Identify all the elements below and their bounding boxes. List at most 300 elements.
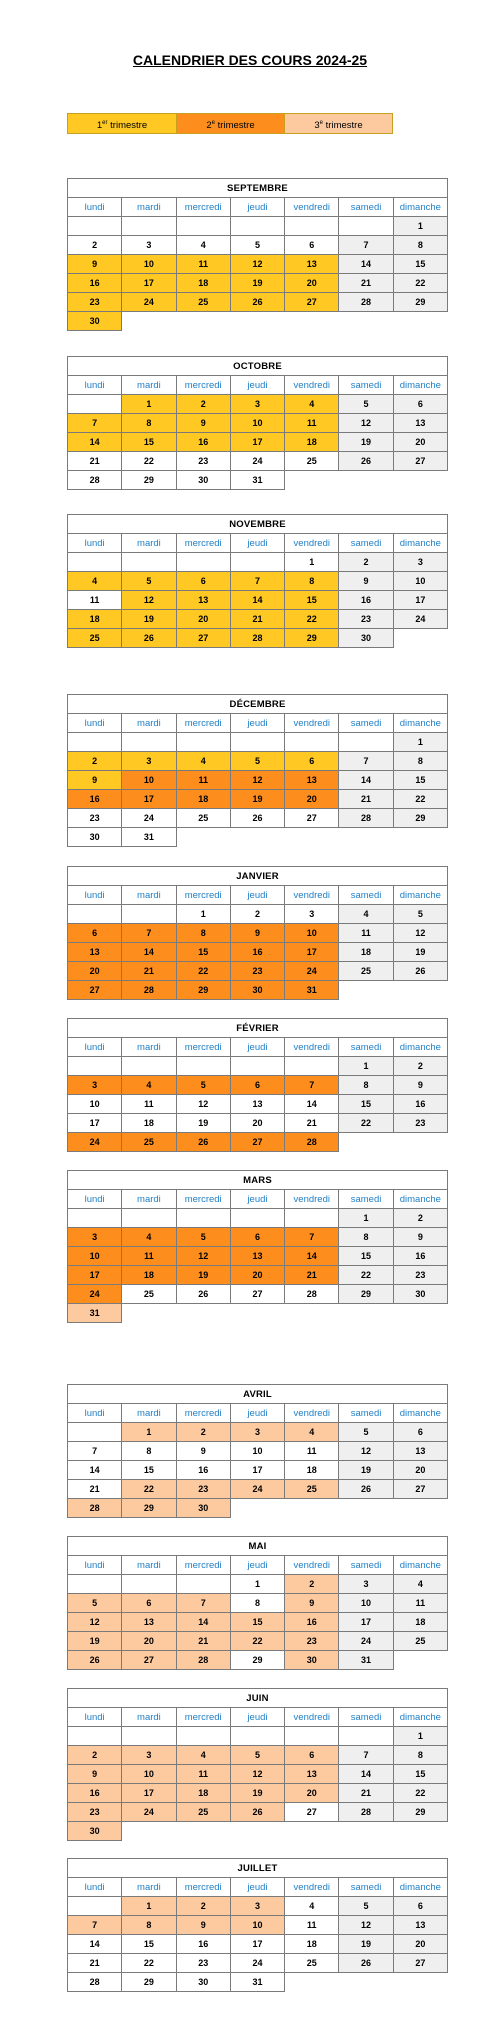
empty-cell xyxy=(393,828,447,847)
day-cell: 31 xyxy=(285,981,339,1000)
day-cell: 25 xyxy=(285,452,339,471)
day-cell: 26 xyxy=(339,1480,393,1499)
weekday-header: vendredi xyxy=(285,886,339,905)
day-cell: 21 xyxy=(68,452,122,471)
day-cell: 19 xyxy=(339,1461,393,1480)
day-cell: 28 xyxy=(339,293,393,312)
day-cell: 17 xyxy=(122,1784,176,1803)
weekday-header: lundi xyxy=(68,1878,122,1897)
day-cell: 26 xyxy=(339,1954,393,1973)
day-cell: 29 xyxy=(122,1499,176,1518)
weekday-header: mardi xyxy=(122,1404,176,1423)
empty-cell xyxy=(393,471,447,490)
empty-cell xyxy=(68,1575,122,1594)
day-cell: 25 xyxy=(339,962,393,981)
empty-cell xyxy=(122,1822,176,1841)
day-cell: 12 xyxy=(230,771,284,790)
weekday-header: mardi xyxy=(122,886,176,905)
day-cell: 26 xyxy=(230,293,284,312)
empty-cell xyxy=(122,733,176,752)
weekday-header: jeudi xyxy=(230,198,284,217)
weekday-header: mardi xyxy=(122,198,176,217)
day-cell: 14 xyxy=(339,771,393,790)
weekday-header: samedi xyxy=(339,1038,393,1057)
day-cell: 7 xyxy=(122,924,176,943)
day-cell: 1 xyxy=(393,1727,447,1746)
day-cell: 19 xyxy=(230,1784,284,1803)
weekday-header: dimanche xyxy=(393,376,447,395)
day-cell: 17 xyxy=(339,1613,393,1632)
day-cell: 18 xyxy=(176,274,230,293)
day-cell: 4 xyxy=(68,572,122,591)
day-cell: 3 xyxy=(339,1575,393,1594)
weekday-header: jeudi xyxy=(230,886,284,905)
day-cell: 20 xyxy=(285,790,339,809)
day-cell: 21 xyxy=(122,962,176,981)
month-calendar xyxy=(67,1018,448,1152)
day-cell: 18 xyxy=(68,610,122,629)
day-cell: 5 xyxy=(176,1076,230,1095)
day-cell: 1 xyxy=(393,733,447,752)
day-cell: 6 xyxy=(230,1076,284,1095)
day-cell: 7 xyxy=(68,1916,122,1935)
weekday-header: lundi xyxy=(68,1556,122,1575)
month-name: NOVEMBRE xyxy=(68,515,448,534)
day-cell: 12 xyxy=(230,255,284,274)
month-calendar xyxy=(67,1170,448,1323)
day-cell: 6 xyxy=(285,1746,339,1765)
empty-cell xyxy=(393,1304,447,1323)
weekday-header: lundi xyxy=(68,1038,122,1057)
month-name: JANVIER xyxy=(68,867,448,886)
day-cell: 13 xyxy=(285,255,339,274)
day-cell: 7 xyxy=(285,1228,339,1247)
day-cell: 30 xyxy=(285,1651,339,1670)
weekday-header: jeudi xyxy=(230,714,284,733)
weekday-header: dimanche xyxy=(393,1878,447,1897)
empty-cell xyxy=(339,1499,393,1518)
day-cell: 7 xyxy=(68,414,122,433)
day-cell: 27 xyxy=(393,452,447,471)
day-cell: 29 xyxy=(285,629,339,648)
day-cell: 5 xyxy=(230,236,284,255)
weekday-header: vendredi xyxy=(285,1190,339,1209)
day-cell: 9 xyxy=(339,572,393,591)
day-cell: 20 xyxy=(393,433,447,452)
day-cell: 20 xyxy=(176,610,230,629)
empty-cell xyxy=(68,395,122,414)
day-cell: 2 xyxy=(68,752,122,771)
weekday-header: dimanche xyxy=(393,534,447,553)
day-cell: 24 xyxy=(285,962,339,981)
weekday-header: mercredi xyxy=(176,1556,230,1575)
weekday-header: lundi xyxy=(68,534,122,553)
day-cell: 2 xyxy=(393,1209,447,1228)
legend-trimester-3: 3e trimestre xyxy=(284,114,392,133)
day-cell: 22 xyxy=(230,1632,284,1651)
empty-cell xyxy=(339,217,393,236)
day-cell: 24 xyxy=(339,1632,393,1651)
day-cell: 29 xyxy=(393,809,447,828)
weekday-header: jeudi xyxy=(230,1190,284,1209)
weekday-header: mardi xyxy=(122,534,176,553)
day-cell: 14 xyxy=(285,1247,339,1266)
month-name: MAI xyxy=(68,1537,448,1556)
weekday-header: samedi xyxy=(339,1190,393,1209)
day-cell: 6 xyxy=(393,1423,447,1442)
day-cell: 11 xyxy=(285,1442,339,1461)
day-cell: 24 xyxy=(230,1954,284,1973)
empty-cell xyxy=(230,1499,284,1518)
day-cell: 26 xyxy=(393,962,447,981)
empty-cell xyxy=(230,1727,284,1746)
weekday-header: mercredi xyxy=(176,886,230,905)
day-cell: 2 xyxy=(68,236,122,255)
weekday-header: dimanche xyxy=(393,198,447,217)
month-name: DÉCEMBRE xyxy=(68,695,448,714)
page-title: CALENDRIER DES COURS 2024-25 xyxy=(132,52,368,68)
day-cell: 22 xyxy=(393,1784,447,1803)
day-cell: 26 xyxy=(339,452,393,471)
day-cell: 18 xyxy=(176,790,230,809)
day-cell: 13 xyxy=(393,1442,447,1461)
day-cell: 25 xyxy=(176,1803,230,1822)
day-cell: 12 xyxy=(393,924,447,943)
day-cell: 16 xyxy=(68,790,122,809)
month-calendar xyxy=(67,1688,448,1841)
day-cell: 28 xyxy=(68,1973,122,1992)
day-cell: 4 xyxy=(285,1897,339,1916)
weekday-header: samedi xyxy=(339,886,393,905)
empty-cell xyxy=(122,1057,176,1076)
day-cell: 10 xyxy=(68,1247,122,1266)
day-cell: 17 xyxy=(230,1935,284,1954)
day-cell: 20 xyxy=(230,1266,284,1285)
weekday-header: mercredi xyxy=(176,1404,230,1423)
day-cell: 19 xyxy=(339,433,393,452)
day-cell: 13 xyxy=(285,1765,339,1784)
month-calendar xyxy=(67,1858,448,1992)
empty-cell xyxy=(339,733,393,752)
day-cell: 9 xyxy=(393,1228,447,1247)
day-cell: 23 xyxy=(285,1632,339,1651)
day-cell: 27 xyxy=(285,809,339,828)
day-cell: 6 xyxy=(393,1897,447,1916)
day-cell: 6 xyxy=(230,1228,284,1247)
day-cell: 16 xyxy=(176,1461,230,1480)
day-cell: 16 xyxy=(176,1935,230,1954)
day-cell: 6 xyxy=(393,395,447,414)
day-cell: 28 xyxy=(122,981,176,1000)
day-cell: 24 xyxy=(393,610,447,629)
day-cell: 19 xyxy=(230,274,284,293)
empty-cell xyxy=(285,733,339,752)
weekday-header: dimanche xyxy=(393,714,447,733)
weekday-header: mardi xyxy=(122,1708,176,1727)
empty-cell xyxy=(230,828,284,847)
day-cell: 24 xyxy=(68,1133,122,1152)
day-cell: 4 xyxy=(393,1575,447,1594)
weekday-header: vendredi xyxy=(285,198,339,217)
day-cell: 22 xyxy=(339,1114,393,1133)
day-cell: 15 xyxy=(393,1765,447,1784)
empty-cell xyxy=(339,1973,393,1992)
day-cell: 3 xyxy=(230,1423,284,1442)
empty-cell xyxy=(68,733,122,752)
day-cell: 14 xyxy=(68,1461,122,1480)
day-cell: 21 xyxy=(230,610,284,629)
weekday-header: mardi xyxy=(122,376,176,395)
empty-cell xyxy=(285,1304,339,1323)
weekday-header: jeudi xyxy=(230,1878,284,1897)
day-cell: 21 xyxy=(339,1784,393,1803)
day-cell: 12 xyxy=(339,1916,393,1935)
empty-cell xyxy=(339,1727,393,1746)
day-cell: 22 xyxy=(122,1480,176,1499)
day-cell: 5 xyxy=(230,752,284,771)
day-cell: 8 xyxy=(176,924,230,943)
empty-cell xyxy=(176,1822,230,1841)
empty-cell xyxy=(339,981,393,1000)
weekday-header: vendredi xyxy=(285,1404,339,1423)
day-cell: 14 xyxy=(230,591,284,610)
day-cell: 7 xyxy=(68,1442,122,1461)
empty-cell xyxy=(122,905,176,924)
weekday-header: lundi xyxy=(68,1404,122,1423)
day-cell: 7 xyxy=(339,752,393,771)
day-cell: 28 xyxy=(68,471,122,490)
empty-cell xyxy=(176,312,230,331)
day-cell: 4 xyxy=(122,1228,176,1247)
day-cell: 31 xyxy=(68,1304,122,1323)
day-cell: 31 xyxy=(230,471,284,490)
empty-cell xyxy=(393,981,447,1000)
day-cell: 13 xyxy=(68,943,122,962)
day-cell: 21 xyxy=(339,274,393,293)
weekday-header: samedi xyxy=(339,1708,393,1727)
day-cell: 28 xyxy=(285,1285,339,1304)
empty-cell xyxy=(122,1575,176,1594)
day-cell: 17 xyxy=(230,433,284,452)
day-cell: 15 xyxy=(176,943,230,962)
day-cell: 16 xyxy=(176,433,230,452)
day-cell: 1 xyxy=(122,1897,176,1916)
day-cell: 11 xyxy=(122,1247,176,1266)
empty-cell xyxy=(230,312,284,331)
empty-cell xyxy=(122,312,176,331)
day-cell: 17 xyxy=(68,1266,122,1285)
day-cell: 22 xyxy=(393,274,447,293)
day-cell: 8 xyxy=(122,414,176,433)
day-cell: 31 xyxy=(230,1973,284,1992)
day-cell: 12 xyxy=(339,414,393,433)
day-cell: 4 xyxy=(122,1076,176,1095)
month-calendar xyxy=(67,1384,448,1518)
empty-cell xyxy=(393,312,447,331)
day-cell: 20 xyxy=(393,1935,447,1954)
weekday-header: jeudi xyxy=(230,1556,284,1575)
day-cell: 23 xyxy=(393,1266,447,1285)
day-cell: 5 xyxy=(122,572,176,591)
month-name: SEPTEMBRE xyxy=(68,179,448,198)
day-cell: 21 xyxy=(68,1954,122,1973)
weekday-header: vendredi xyxy=(285,1038,339,1057)
day-cell: 22 xyxy=(285,610,339,629)
day-cell: 14 xyxy=(68,1935,122,1954)
empty-cell xyxy=(68,1057,122,1076)
day-cell: 27 xyxy=(285,1803,339,1822)
empty-cell xyxy=(393,1973,447,1992)
day-cell: 11 xyxy=(339,924,393,943)
empty-cell xyxy=(122,217,176,236)
day-cell: 19 xyxy=(176,1266,230,1285)
day-cell: 2 xyxy=(176,1897,230,1916)
day-cell: 11 xyxy=(176,255,230,274)
weekday-header: dimanche xyxy=(393,886,447,905)
day-cell: 8 xyxy=(393,236,447,255)
empty-cell xyxy=(176,733,230,752)
empty-cell xyxy=(122,553,176,572)
empty-cell xyxy=(230,1304,284,1323)
empty-cell xyxy=(176,828,230,847)
day-cell: 11 xyxy=(122,1095,176,1114)
day-cell: 25 xyxy=(285,1954,339,1973)
empty-cell xyxy=(339,471,393,490)
empty-cell xyxy=(68,1897,122,1916)
empty-cell xyxy=(285,1822,339,1841)
day-cell: 14 xyxy=(68,433,122,452)
empty-cell xyxy=(68,1423,122,1442)
day-cell: 26 xyxy=(122,629,176,648)
weekday-header: samedi xyxy=(339,534,393,553)
day-cell: 28 xyxy=(230,629,284,648)
empty-cell xyxy=(393,1822,447,1841)
day-cell: 27 xyxy=(122,1651,176,1670)
day-cell: 25 xyxy=(122,1285,176,1304)
day-cell: 23 xyxy=(176,452,230,471)
day-cell: 2 xyxy=(339,553,393,572)
empty-cell xyxy=(339,312,393,331)
weekday-header: mercredi xyxy=(176,1190,230,1209)
day-cell: 5 xyxy=(393,905,447,924)
day-cell: 5 xyxy=(230,1746,284,1765)
day-cell: 29 xyxy=(122,471,176,490)
day-cell: 27 xyxy=(68,981,122,1000)
weekday-header: jeudi xyxy=(230,376,284,395)
month-calendar xyxy=(67,514,448,648)
weekday-header: lundi xyxy=(68,714,122,733)
month-name: OCTOBRE xyxy=(68,357,448,376)
day-cell: 26 xyxy=(230,1803,284,1822)
day-cell: 13 xyxy=(230,1095,284,1114)
empty-cell xyxy=(339,1133,393,1152)
day-cell: 5 xyxy=(176,1228,230,1247)
day-cell: 16 xyxy=(230,943,284,962)
day-cell: 26 xyxy=(68,1651,122,1670)
weekday-header: dimanche xyxy=(393,1190,447,1209)
day-cell: 20 xyxy=(68,962,122,981)
day-cell: 15 xyxy=(393,771,447,790)
day-cell: 2 xyxy=(68,1746,122,1765)
day-cell: 15 xyxy=(122,433,176,452)
day-cell: 11 xyxy=(393,1594,447,1613)
day-cell: 16 xyxy=(68,274,122,293)
day-cell: 17 xyxy=(230,1461,284,1480)
day-cell: 30 xyxy=(230,981,284,1000)
day-cell: 23 xyxy=(68,293,122,312)
day-cell: 18 xyxy=(339,943,393,962)
day-cell: 6 xyxy=(176,572,230,591)
day-cell: 5 xyxy=(339,395,393,414)
day-cell: 20 xyxy=(285,274,339,293)
day-cell: 23 xyxy=(176,1954,230,1973)
day-cell: 25 xyxy=(68,629,122,648)
weekday-header: vendredi xyxy=(285,534,339,553)
day-cell: 2 xyxy=(176,1423,230,1442)
empty-cell xyxy=(285,828,339,847)
weekday-header: jeudi xyxy=(230,534,284,553)
day-cell: 16 xyxy=(285,1613,339,1632)
day-cell: 31 xyxy=(339,1651,393,1670)
empty-cell xyxy=(176,553,230,572)
month-calendar xyxy=(67,1536,448,1670)
day-cell: 2 xyxy=(176,395,230,414)
weekday-header: samedi xyxy=(339,1556,393,1575)
day-cell: 16 xyxy=(393,1247,447,1266)
day-cell: 22 xyxy=(393,790,447,809)
day-cell: 7 xyxy=(285,1076,339,1095)
weekday-header: mercredi xyxy=(176,1038,230,1057)
day-cell: 30 xyxy=(68,1822,122,1841)
day-cell: 25 xyxy=(285,1480,339,1499)
empty-cell xyxy=(339,1822,393,1841)
weekday-header: mardi xyxy=(122,1878,176,1897)
empty-cell xyxy=(122,1209,176,1228)
day-cell: 10 xyxy=(339,1594,393,1613)
weekday-header: mardi xyxy=(122,1038,176,1057)
day-cell: 15 xyxy=(339,1247,393,1266)
day-cell: 19 xyxy=(230,790,284,809)
day-cell: 29 xyxy=(339,1285,393,1304)
day-cell: 27 xyxy=(230,1285,284,1304)
day-cell: 8 xyxy=(393,1746,447,1765)
day-cell: 23 xyxy=(176,1480,230,1499)
day-cell: 30 xyxy=(68,312,122,331)
day-cell: 10 xyxy=(285,924,339,943)
day-cell: 10 xyxy=(122,1765,176,1784)
weekday-header: samedi xyxy=(339,1404,393,1423)
day-cell: 8 xyxy=(339,1076,393,1095)
empty-cell xyxy=(339,828,393,847)
day-cell: 19 xyxy=(339,1935,393,1954)
weekday-header: lundi xyxy=(68,376,122,395)
day-cell: 4 xyxy=(285,395,339,414)
day-cell: 13 xyxy=(393,414,447,433)
day-cell: 1 xyxy=(122,395,176,414)
day-cell: 17 xyxy=(68,1114,122,1133)
weekday-header: mardi xyxy=(122,1556,176,1575)
day-cell: 4 xyxy=(176,1746,230,1765)
day-cell: 6 xyxy=(68,924,122,943)
month-name: MARS xyxy=(68,1171,448,1190)
day-cell: 26 xyxy=(176,1133,230,1152)
day-cell: 1 xyxy=(285,553,339,572)
day-cell: 1 xyxy=(339,1057,393,1076)
day-cell: 7 xyxy=(176,1594,230,1613)
weekday-header: dimanche xyxy=(393,1038,447,1057)
day-cell: 22 xyxy=(122,452,176,471)
day-cell: 11 xyxy=(68,591,122,610)
